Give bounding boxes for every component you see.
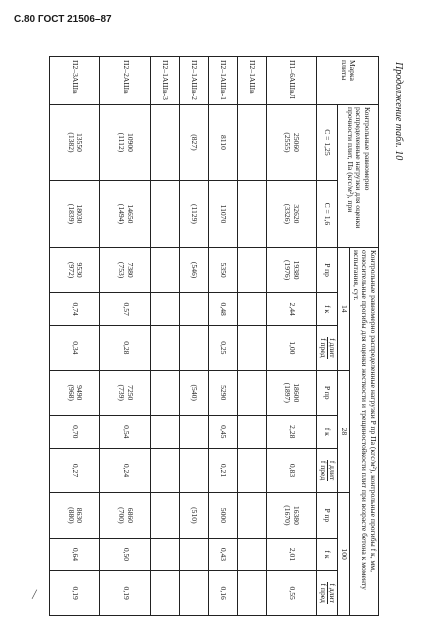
row-value-cell: [100, 538, 150, 571]
cell-value: 5290: [219, 385, 229, 401]
row-value-cell: [150, 415, 179, 448]
col-header-p-pr: P пр: [317, 370, 338, 415]
cell-value-kgf: (972): [66, 261, 76, 279]
cell-value-kgf: (1839): [66, 203, 76, 225]
row-value-cell: [150, 326, 179, 371]
row-value-cell: [150, 370, 179, 415]
row-marka-cell: [50, 57, 101, 105]
row-value-cell: [50, 105, 101, 181]
marka-label: П1–6АШвЛ: [287, 60, 297, 99]
row-value-cell: [237, 293, 266, 326]
cell-value: 5350: [219, 262, 229, 278]
row-marka-cell: [100, 57, 150, 105]
cell-value: 0,55: [287, 586, 297, 600]
row-value-cell: [208, 180, 237, 247]
cell-value: (546): [190, 261, 200, 279]
cell-value-kgf: (1382): [66, 132, 76, 153]
cell-value-kgf: (3326): [283, 203, 293, 225]
row-value-cell: [208, 448, 237, 493]
row-value-cell: [179, 105, 208, 181]
cell-value: 0,28: [121, 341, 131, 355]
pen-mark-icon: ╱: [32, 590, 37, 599]
row-value-cell: [208, 370, 237, 415]
cell-value: 0,54: [121, 425, 131, 439]
row-value-cell: [208, 493, 237, 538]
cell-value: 9490: [75, 385, 85, 401]
row-value-cell: [208, 415, 237, 448]
cell-value: 7250: [125, 385, 135, 401]
row-value-cell: [100, 493, 150, 538]
cell-value: 11070: [219, 204, 229, 224]
row-value-cell: [100, 448, 150, 493]
cell-value: (540): [190, 384, 200, 401]
cell-value: 0,21: [219, 463, 229, 478]
row-value-cell: [208, 105, 237, 181]
cell-value: 0,70: [71, 425, 81, 439]
f-ratio-denominator: f пред: [318, 583, 328, 603]
row-value-cell: [208, 538, 237, 571]
row-value-cell: [50, 247, 101, 292]
row-value-cell: [237, 493, 266, 538]
col-header-rigidity: Контрольные равномерно распределенные нагрузки P пр Па (кгс/м²), контрольные прогибы f к, мм, относительные прогибы для оценки жесткости и трещиностойкости плит при возрасте бетона к моменту испытания, сут.: [349, 247, 378, 615]
row-value-cell: [150, 493, 179, 538]
header-row-1: [349, 57, 378, 616]
row-value-cell: [208, 293, 237, 326]
header-row-3: [317, 57, 338, 616]
row-value-cell: [266, 293, 316, 326]
cell-value-kgf: (700): [117, 507, 127, 524]
f-ratio-denominator: f пред: [318, 460, 328, 481]
cell-value: 0,27: [71, 463, 81, 478]
cell-value: 0,57: [121, 302, 131, 316]
row-value-cell: [179, 448, 208, 493]
row-value-cell: [50, 370, 101, 415]
row-value-cell: [237, 326, 266, 371]
page-header: С.80 ГОСТ 21506–87: [14, 14, 112, 25]
col-header-age-100: 100: [338, 493, 350, 616]
cell-value: 0,50: [121, 547, 131, 562]
cell-value: 5000: [219, 507, 229, 523]
row-value-cell: [237, 105, 266, 181]
row-value-cell: [266, 105, 316, 181]
row-value-cell: [179, 326, 208, 371]
row-value-cell: [150, 247, 179, 292]
marka-label: П2–1АШв-2: [190, 60, 200, 100]
row-value-cell: [179, 571, 208, 616]
cell-value-kgf: (1112): [117, 132, 127, 153]
row-value-cell: [50, 538, 101, 571]
col-header-c125: C = 1,25: [317, 105, 338, 181]
cell-value: 0,43: [219, 547, 229, 562]
cell-value: 0,24: [121, 463, 131, 478]
f-ratio-denominator: f пред: [318, 338, 328, 358]
col-header-p-pr: P пр: [317, 247, 338, 292]
row-value-cell: [100, 326, 150, 371]
col-header-f-ratio: [317, 571, 338, 616]
row-value-cell: [266, 571, 316, 616]
table-body: [50, 57, 317, 616]
col-header-f-ratio: [317, 326, 338, 371]
row-value-cell: [266, 180, 316, 247]
f-ratio-fraction: [318, 460, 336, 481]
cell-value: 18030: [75, 204, 85, 224]
marka-label: П2–1АШв-3: [161, 60, 171, 100]
row-marka-cell: [208, 57, 237, 105]
cell-value: 0,16: [219, 586, 229, 600]
cell-value-kgf: (1494): [117, 203, 127, 225]
row-value-cell: [150, 293, 179, 326]
row-value-cell: [179, 493, 208, 538]
row-value-cell: [50, 293, 101, 326]
table-row: [208, 57, 237, 616]
cell-value: 0,19: [121, 586, 131, 600]
cell-value: 0,25: [219, 341, 229, 355]
table-row: [100, 57, 150, 616]
rotated-table-wrapper: [49, 56, 379, 616]
table-row: [237, 57, 266, 616]
cell-value: (827): [190, 134, 200, 151]
table-row: [179, 57, 208, 616]
row-value-cell: [150, 538, 179, 571]
col-header-marka: Марка плиты: [317, 57, 379, 105]
cell-value: 10900: [125, 132, 135, 152]
row-value-cell: [237, 415, 266, 448]
row-value-cell: [150, 571, 179, 616]
cell-value: 9530: [75, 262, 85, 278]
f-ratio-numerator: f длит: [328, 338, 338, 358]
cell-value-kgf: (739): [117, 384, 127, 401]
cell-value: 14650: [125, 204, 135, 224]
row-value-cell: [237, 247, 266, 292]
cell-value-kgf: (1897): [283, 382, 293, 403]
row-value-cell: [179, 415, 208, 448]
col-header-age-28: 28: [338, 370, 350, 493]
cell-value: 7380: [125, 262, 135, 278]
cell-value: 25060: [292, 132, 302, 152]
row-marka-cell: [266, 57, 316, 105]
row-value-cell: [266, 448, 316, 493]
cell-value: 6860: [125, 507, 135, 523]
row-value-cell: [237, 448, 266, 493]
cell-value: (510): [190, 507, 200, 524]
row-value-cell: [179, 180, 208, 247]
cell-value: 0,64: [71, 547, 81, 562]
f-ratio-numerator: f длит: [328, 583, 338, 603]
row-value-cell: [266, 493, 316, 538]
cell-value: 0,74: [71, 302, 81, 316]
cell-value: 18600: [292, 383, 302, 403]
marka-label: П2–1АШв: [248, 60, 258, 94]
row-value-cell: [266, 415, 316, 448]
cell-value: (1129): [190, 203, 200, 224]
cell-value-kgf: (2555): [283, 132, 293, 153]
marka-label: П2–3АШв: [71, 60, 81, 94]
marka-label: П2–1АШв-1: [219, 60, 229, 100]
col-header-f-k: f к: [317, 538, 338, 571]
table-row: [150, 57, 179, 616]
row-value-cell: [179, 293, 208, 326]
col-header-age-14: 14: [338, 247, 350, 370]
row-marka-cell: [179, 57, 208, 105]
row-value-cell: [179, 247, 208, 292]
row-value-cell: [208, 326, 237, 371]
row-value-cell: [100, 105, 150, 181]
cell-value: 2,28: [287, 425, 297, 439]
cell-value: 0,48: [219, 302, 229, 316]
row-value-cell: [50, 493, 101, 538]
cell-value: 0,83: [287, 463, 297, 478]
row-value-cell: [150, 105, 179, 181]
row-value-cell: [266, 370, 316, 415]
f-ratio-numerator: f длит: [328, 460, 338, 481]
row-value-cell: [266, 538, 316, 571]
cell-value: 16380: [292, 505, 302, 525]
row-value-cell: [50, 326, 101, 371]
row-value-cell: [237, 571, 266, 616]
row-value-cell: [266, 326, 316, 371]
row-marka-cell: [237, 57, 266, 105]
row-value-cell: [50, 180, 101, 247]
cell-value-kgf: (1976): [283, 259, 293, 281]
cell-value: 13550: [75, 132, 85, 152]
row-value-cell: [100, 247, 150, 292]
row-value-cell: [50, 571, 101, 616]
cell-value: 0,45: [219, 425, 229, 439]
table-row: [50, 57, 101, 616]
col-header-p-pr: P пр: [317, 493, 338, 538]
row-value-cell: [237, 370, 266, 415]
cell-value: 19380: [292, 260, 302, 280]
f-ratio-fraction: [318, 337, 336, 358]
cell-value: 2,44: [287, 302, 297, 316]
row-value-cell: [237, 538, 266, 571]
cell-value: 8630: [75, 507, 85, 523]
row-value-cell: [208, 571, 237, 616]
table-continuation-caption: Продолжение табл. 10: [393, 62, 404, 161]
col-header-control-load: Контрольные равномерно распределенные нагрузки для оценки прочности плит, Па (кгс/м²), при: [338, 105, 379, 248]
cell-value: 2,01: [287, 547, 297, 562]
row-value-cell: [100, 293, 150, 326]
row-value-cell: [50, 415, 101, 448]
f-ratio-fraction: [318, 582, 336, 603]
row-marka-cell: [150, 57, 179, 105]
row-value-cell: [179, 370, 208, 415]
row-value-cell: [50, 448, 101, 493]
row-value-cell: [208, 247, 237, 292]
row-value-cell: [100, 571, 150, 616]
cell-value-kgf: (880): [66, 507, 76, 524]
row-value-cell: [100, 370, 150, 415]
cell-value-kgf: (753): [117, 261, 127, 279]
row-value-cell: [150, 448, 179, 493]
cell-value: 1,00: [287, 341, 297, 355]
row-value-cell: [237, 180, 266, 247]
col-header-f-ratio: [317, 448, 338, 493]
cell-value-kgf: (1670): [283, 505, 293, 526]
cell-value: 0,34: [71, 341, 81, 355]
load-table: [49, 56, 379, 616]
cell-value: 8110: [219, 134, 229, 150]
row-value-cell: [100, 180, 150, 247]
row-value-cell: [150, 180, 179, 247]
row-value-cell: [266, 247, 316, 292]
col-header-f-k: f к: [317, 415, 338, 448]
table-row: [266, 57, 316, 616]
cell-value: 32620: [292, 204, 302, 224]
row-value-cell: [100, 415, 150, 448]
marka-label: П2–2АШв: [121, 60, 131, 94]
cell-value: 0,19: [71, 586, 81, 600]
col-header-c16: C = 1,6: [317, 180, 338, 247]
cell-value-kgf: (968): [66, 384, 76, 401]
col-header-f-k: f к: [317, 293, 338, 326]
row-value-cell: [179, 538, 208, 571]
